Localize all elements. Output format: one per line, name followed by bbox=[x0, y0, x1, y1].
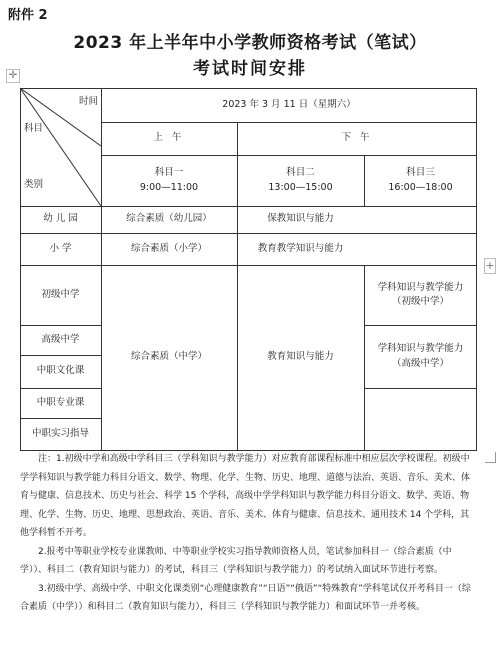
middle-subject-1: 综合素质（中学） bbox=[130, 351, 207, 363]
subject-1-header bbox=[101, 155, 237, 206]
category-kindergarten: 幼 儿 园 bbox=[43, 213, 78, 225]
subject-1-time: 9:00—11:00 bbox=[139, 181, 199, 193]
category-senior-middle: 高级中学 bbox=[41, 333, 80, 345]
page-title: 2023 年上半年中小学教师资格考试（笔试） bbox=[73, 33, 427, 53]
kindergarten-subject-2: 保教知识与能力 bbox=[267, 213, 334, 225]
subject-2-name: 科目二 bbox=[286, 167, 315, 179]
note-3: 3.初级中学、高级中学、中职文化课类别“心理健康教育”“日语”“俄语”“特殊教育”学科笔试仅开考科目一（综合素质（中学））和科目二（教育知识与能力），科目三（学科知识与教学能力）和面试环节一并考核。 bbox=[20, 583, 471, 612]
exam-date: 2023 年 3 月 11 日（星期六） bbox=[222, 98, 356, 110]
category-junior-middle: 初级中学 bbox=[41, 288, 80, 300]
kindergarten-subject-1: 综合素质（幼儿园） bbox=[126, 213, 212, 225]
subject-3-header bbox=[364, 155, 477, 206]
morning-label: 上 午 bbox=[153, 132, 185, 144]
category-primary: 小 学 bbox=[49, 242, 72, 254]
add-row-icon[interactable]: + bbox=[485, 259, 495, 272]
subject-3-time: 16:00—18:00 bbox=[388, 181, 453, 193]
middle-subject-2: 教育知识与能力 bbox=[267, 351, 334, 363]
table-resize-handle-icon[interactable] bbox=[485, 452, 496, 463]
note-2: 2.报考中等职业学校专业课教师、中等职业学校实习指导教师资格人员，笔试参加科目一（综合素质（中学））、科目二（教育知识与能力）的考试，科目三（学科知识与教学能力）的考试纳入面试环节进行考察。 bbox=[20, 546, 452, 575]
corner-subject-label: 科目 bbox=[24, 122, 44, 134]
subject-2-time: 13:00—15:00 bbox=[268, 181, 333, 193]
corner-time-label: 时间 bbox=[78, 95, 98, 107]
category-vocational-internship: 中职实习指导 bbox=[31, 427, 89, 439]
subject-3-name: 科目三 bbox=[406, 167, 435, 179]
senior-subject-3 bbox=[364, 325, 477, 388]
page-subtitle: 考试时间安排 bbox=[193, 59, 307, 79]
junior-subject-3-line1: 学科知识与教学能力 bbox=[377, 281, 464, 293]
senior-subject-3-line1: 学科知识与教学能力 bbox=[377, 343, 464, 355]
table-move-handle-icon[interactable]: ✛ bbox=[6, 69, 20, 83]
junior-subject-3-line2: （初级中学） bbox=[391, 296, 449, 307]
junior-subject-3 bbox=[364, 265, 477, 325]
category-vocational-culture: 中职文化课 bbox=[36, 365, 85, 377]
category-vocational-professional: 中职专业课 bbox=[36, 396, 85, 408]
subject-2-header bbox=[237, 155, 364, 206]
senior-subject-3-line2: （高级中学） bbox=[391, 357, 449, 369]
afternoon-label: 下 午 bbox=[341, 132, 373, 144]
attachment-label: 附件 2 bbox=[8, 8, 48, 23]
note-1: 注：1.初级中学和高级中学科目三（学科知识与教学能力）对应教育部课程标准中相应层次学校课程。初级中学学科知识与教学能力科目分语文、数学、物理、化学、生物、历史、地理、道德与法治、英语、音乐、美术、体育与健康、信息技术、历史与社会、科学 15 个学科，高级中学学科知识与教学能力科目分语文、数学、英语、物理、化学、生物、历史、地理、思想政治、英语、音乐、美术、体育与健康、信息技术、通用技术 14 个学科，其他学科暂不开考。 bbox=[20, 454, 471, 538]
primary-subject-2: 教育教学知识与能力 bbox=[257, 242, 344, 254]
footnotes bbox=[20, 450, 475, 617]
corner-category-label: 类别 bbox=[24, 178, 44, 190]
primary-subject-1: 综合素质（小学） bbox=[130, 242, 207, 254]
subject-1-name: 科目一 bbox=[154, 167, 184, 179]
